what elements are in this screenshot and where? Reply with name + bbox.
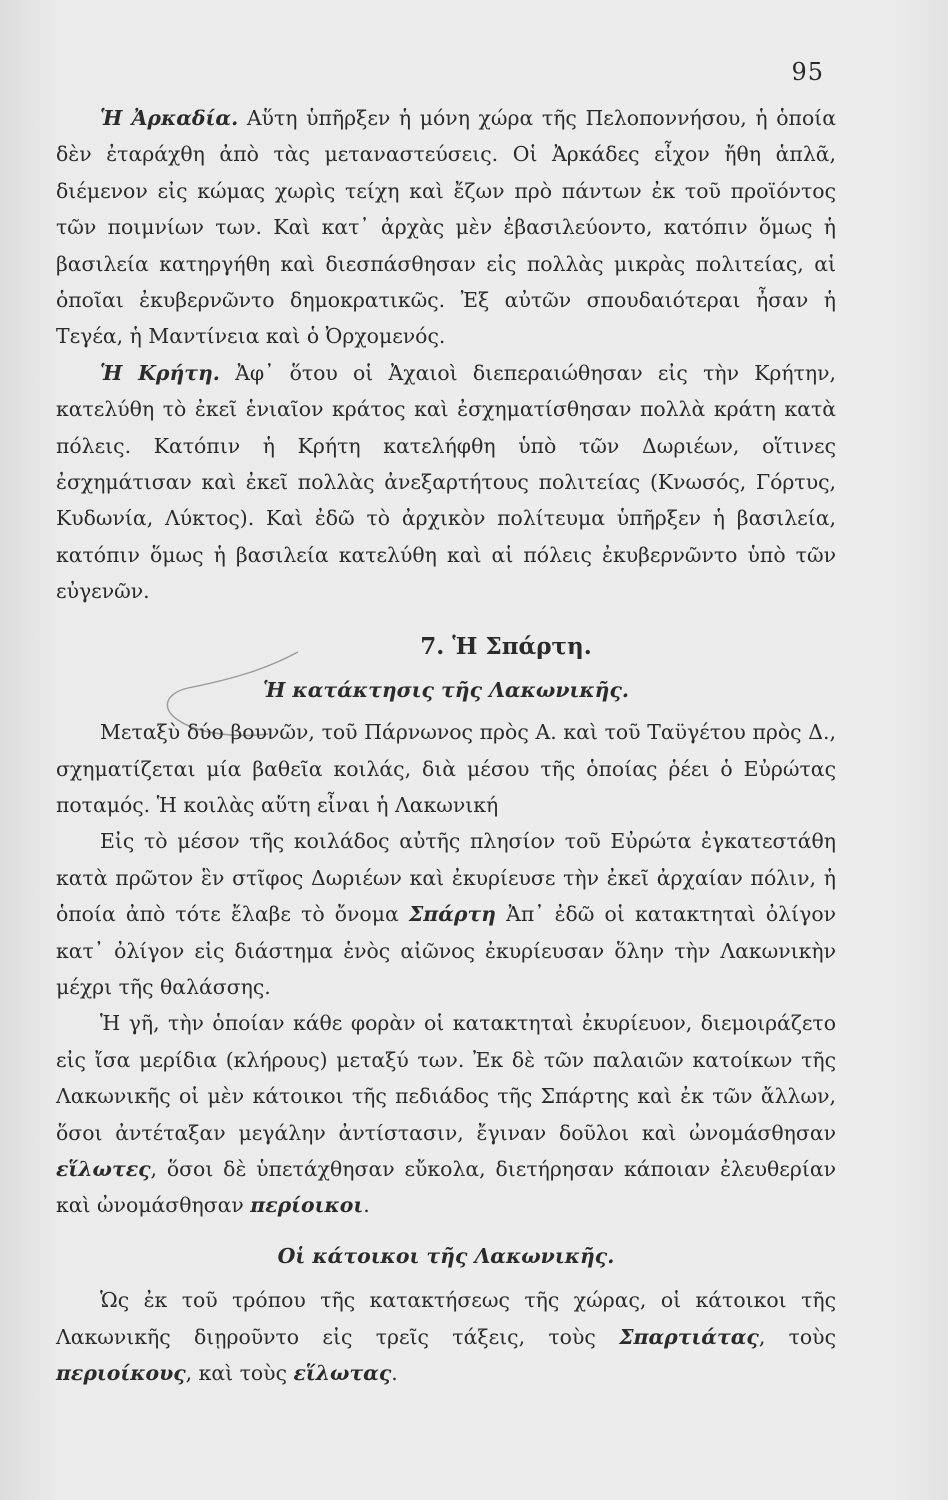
text-land-1: Ἡ γῆ, τὴν ὁποίαν κάθε φορὰν οἱ κατακτηταὶ ἐκυρίευον, διεμοιράζετο εἰς ἴσα μερίδια (κλήρους) μεταξύ των. Ἐκ δὲ τῶν παλαιῶν κατοίκων τῆς Λακωνικῆς οἱ μὲν κάτοικοι τῆς πεδιάδος τῆς Σπάρτης καὶ ἐκ τῶν ἄλλων, ὅσοι ἀντέταξαν μεγάλην ἀντίστασιν, ἔγιναν δοῦλοι καὶ ὠνομάσθησαν (56, 1011, 836, 1145)
paragraph-kriti (56, 355, 836, 610)
keyword-eilotas: εἵλωτας (293, 1361, 392, 1385)
paragraph-classes (56, 1282, 836, 1391)
paragraph-arkadia (56, 100, 836, 355)
text-classes-4: . (391, 1361, 398, 1385)
paragraph-land (56, 1005, 836, 1223)
text-settlement-2: Ἀπ᾽ ἐδῶ οἱ κατακτηταὶ ὀλίγον κατ᾽ ὀλίγον εἰς διάστημα ἑνὸς αἰῶνος ἐκυρίευσαν ὅλην τὴν Λακωνικὴν μέχρι τῆς θαλάσσης. (56, 902, 836, 999)
subheading-conquest: Ἡ κατάκτησις τῆς Λακωνικῆς. (263, 677, 629, 702)
page-number: 95 (791, 58, 824, 86)
paragraph-settlement (56, 823, 836, 1005)
keyword-perioikoi: περίοικοι (250, 1193, 364, 1218)
text-land-3: . (363, 1193, 370, 1218)
heading-arkadia: Ἡ Ἀρκαδία. (100, 106, 239, 130)
text-kriti: Ἀφ᾽ ὅτου οἱ Ἀχαιοὶ διεπεραιώθησαν εἰς τὴν Κρήτην, κατελύθη τὸ ἐκεῖ ἑνιαῖον κράτος καὶ ἐσχηματίσθησαν πολλὰ κράτη κατὰ πόλεις. Κατόπιν ἡ Κρήτη κατελήφθη ὑπὸ τῶν Δωριέων, οἵτινες ἐσχημάτισαν καὶ ἐκεῖ πολλὰς ἀνεξαρτήτους πολιτείας (Κνωσός, Γόρτυς, Κυδωνία, Λύκτος). Καὶ ἐδῶ τὸ ἀρχικὸν πολίτευμα ὑπῆρξεν ἡ βασιλεία, κατόπιν ὅμως ἡ βασιλεία κατελύθη καὶ αἱ πόλεις ἐκυβερνῶντο ὑπὸ τῶν εὐγενῶν. (56, 360, 837, 604)
text-land-2: , ὅσοι δὲ ὑπετάχθησαν εὔκολα, διετήρησαν κάποιαν ἐλευθερίαν καὶ ὠνομάσθησαν (56, 1156, 836, 1218)
text-arkadia: Αὕτη ὑπῆρξεν ἡ μόνη χώρα τῆς Πελοποννήσου, ἡ ὁποία δὲν ἐταράχθη ἀπὸ τὰς μεταναστεύσεις. Οἱ Ἀρκάδες εἶχον ἤθη ἁπλᾶ, διέμενον εἰς κώμας χωρὶς τείχη καὶ ἔζων πρὸ πάντων ἐκ τοῦ προϊόντος τῶν ποιμνίων των. Καὶ κατ᾽ ἀρχὰς μὲν ἐβασιλεύοντο, κατόπιν ὅμως ἡ βασιλεία κατηργήθη καὶ διεσπάσθησαν εἰς πολλὰς μικρὰς πολιτείας, αἱ ὁποῖαι ἐκυβερνῶντο δημοκρατικῶς. Ἐξ αὐτῶν σπουδαιότεραι ἦσαν ἡ Τεγέα, ἡ Μαντίνεια καὶ ὁ Ὀρχομενός. (56, 106, 836, 349)
text-settlement-1: Εἰς τὸ μέσον τῆς κοιλάδος αὐτῆς πλησίον τοῦ Εὐρώτα ἐγκατεστάθη κατὰ πρῶτον ἓν στῖφος Δωριέων καὶ ἐκυρίευσε τὴν ἐκεῖ ἀρχαίαν πόλιν, ἡ ὁποία ἀπὸ τότε ἔλαβε τὸ ὄνομα (56, 829, 836, 927)
keyword-spartiatas: Σπαρτιάτας (619, 1324, 759, 1349)
text-classes-1: Ὡς ἐκ τοῦ τρόπου τῆς κατακτήσεως τῆς χώρας, οἱ κάτοικοι τῆς Λακωνικῆς διῃροῦντο εἰς τρεῖς τάξεις, τοὺς (56, 1288, 836, 1349)
section-title: 7. Ἡ Σπάρτη. (420, 632, 592, 660)
keyword-eilotes: εἵλωτες (56, 1156, 151, 1181)
page-body (56, 100, 836, 1391)
text-classes-2: , τοὺς (758, 1324, 837, 1349)
keyword-sparti: Σπάρτη (408, 902, 496, 927)
text-classes-3: , καὶ τοὺς (185, 1361, 294, 1385)
paragraph-valley: Μεταξὺ δύο βουνῶν, τοῦ Πάρνωνος πρὸς Α. καὶ τοῦ Ταϋγέτου πρὸς Δ., σχηματίζεται μία βαθεῖα κοιλάς, διὰ μέσου τῆς ὁποίας ῥέει ὁ Εὐρώτας ποταμός. Ἡ κοιλὰς αὕτη εἶναι ἡ Λακωνική (56, 720, 836, 817)
subheading-inhabitants: Οἱ κάτοικοι τῆς Λακωνικῆς. (277, 1243, 615, 1268)
heading-kriti: Ἡ Κρήτη. (100, 360, 220, 385)
keyword-perioikous: περιοίκους (56, 1361, 186, 1385)
